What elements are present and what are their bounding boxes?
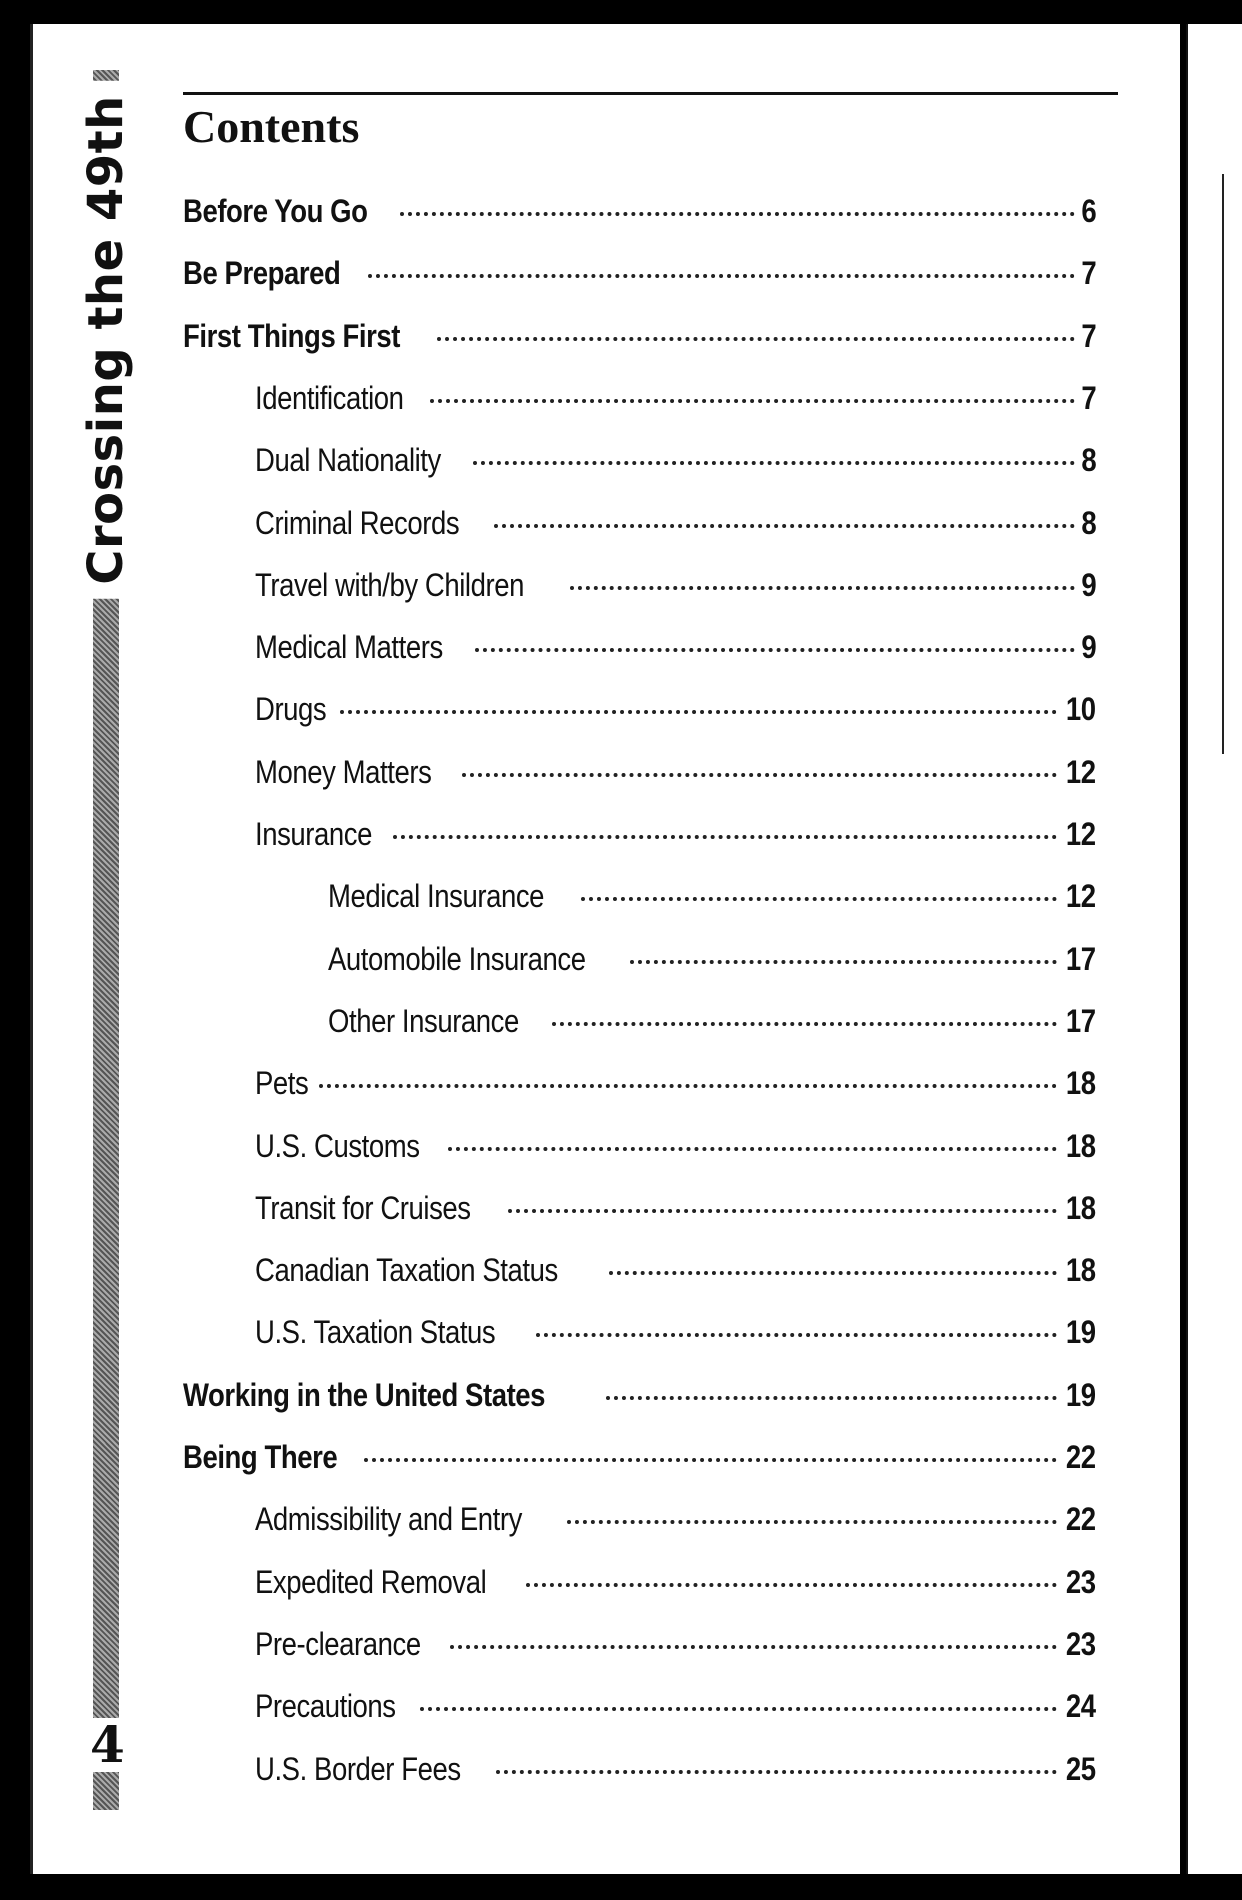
- toc-entry-label: Travel with/by Children: [255, 567, 524, 603]
- toc-entry-label: U.S. Border Fees: [255, 1751, 461, 1787]
- toc-entry: [183, 255, 1096, 299]
- toc-entry-label: Expedited Removal: [255, 1564, 487, 1600]
- toc-entry-label: Admissibility and Entry: [255, 1501, 522, 1537]
- toc-entry-page: 18: [1066, 1065, 1096, 1101]
- toc-entry: [255, 1626, 1096, 1670]
- toc-entry-label: Transit for Cruises: [255, 1190, 471, 1226]
- toc-entry: [255, 442, 1096, 486]
- toc-entry: [328, 941, 1096, 985]
- toc-entry-page: 17: [1066, 1003, 1096, 1039]
- toc-entry-label: Dual Nationality: [255, 442, 441, 478]
- toc-entry-page: 18: [1066, 1190, 1096, 1226]
- dot-leader: [462, 773, 1057, 777]
- dot-leader: [581, 897, 1057, 901]
- toc-entry: [255, 1065, 1096, 1109]
- toc-entry-label: Before You Go: [183, 193, 368, 229]
- toc-entry: [183, 193, 1096, 237]
- toc-entry-page: 23: [1066, 1564, 1096, 1600]
- toc-entry-page: 7: [1081, 318, 1096, 354]
- dot-leader: [420, 1707, 1057, 1711]
- toc-entry-label: Drugs: [255, 691, 327, 727]
- dot-leader: [393, 835, 1057, 839]
- toc-entry: [328, 1003, 1096, 1047]
- toc-entry-page: 9: [1081, 567, 1096, 603]
- dot-leader: [606, 1396, 1057, 1400]
- dot-leader: [473, 461, 1075, 465]
- dot-leader: [448, 1147, 1057, 1151]
- dot-leader: [475, 648, 1074, 652]
- toc-entry-label: U.S. Customs: [255, 1128, 420, 1164]
- toc-entry-label: Other Insurance: [328, 1003, 519, 1039]
- toc-entry-label: Working in the United States: [183, 1377, 546, 1413]
- dot-leader: [536, 1333, 1057, 1337]
- toc-entry: [255, 1190, 1096, 1234]
- toc-entry: [255, 1501, 1096, 1545]
- toc-entry-label: U.S. Taxation Status: [255, 1314, 496, 1350]
- toc-entry-page: 12: [1066, 754, 1096, 790]
- dot-leader: [570, 586, 1075, 590]
- toc-entry: [255, 691, 1096, 735]
- dot-leader: [552, 1022, 1057, 1026]
- toc-entry-page: 6: [1081, 193, 1096, 229]
- toc-entry-page: 25: [1066, 1751, 1096, 1787]
- toc-entry-label: Canadian Taxation Status: [255, 1252, 558, 1288]
- toc-entry-label: Pets: [255, 1065, 309, 1101]
- toc-entry-page: 24: [1066, 1688, 1096, 1724]
- toc-entry-page: 22: [1066, 1439, 1096, 1475]
- toc-entry-label: Insurance: [255, 816, 372, 852]
- toc-entry: [183, 318, 1096, 362]
- toc-entry: [255, 1751, 1096, 1795]
- toc-entry-label: Automobile Insurance: [328, 941, 586, 977]
- page-title: Contents: [183, 101, 360, 152]
- dot-leader: [567, 1520, 1057, 1524]
- toc-entry-page: 23: [1066, 1626, 1096, 1662]
- toc-entry: [255, 505, 1096, 549]
- dot-leader: [630, 960, 1058, 964]
- toc-entry-page: 8: [1081, 442, 1096, 478]
- toc-entry-page: 12: [1066, 878, 1096, 914]
- toc-entry: [255, 629, 1096, 673]
- toc-entry: [255, 1314, 1096, 1358]
- toc-entry-page: 22: [1066, 1501, 1096, 1537]
- toc-entry-label: Criminal Records: [255, 505, 460, 541]
- dot-leader: [368, 274, 1075, 278]
- toc-entry: [255, 754, 1096, 798]
- toc-entry-page: 10: [1066, 691, 1096, 727]
- dot-leader: [508, 1209, 1058, 1213]
- dot-leader: [400, 212, 1075, 216]
- toc-entry: [255, 567, 1096, 611]
- toc-entry: [255, 1252, 1096, 1296]
- toc-entry-page: 19: [1066, 1377, 1096, 1413]
- toc-entry-label: Medical Matters: [255, 629, 443, 665]
- toc-entry-page: 17: [1066, 941, 1096, 977]
- toc-entry: [183, 1377, 1096, 1421]
- toc-entry-page: 9: [1081, 629, 1096, 665]
- toc-entry: [255, 1688, 1096, 1732]
- dot-leader: [340, 710, 1058, 714]
- toc-entry: [328, 878, 1096, 922]
- dot-leader: [609, 1271, 1057, 1275]
- toc-entry: [183, 1439, 1096, 1483]
- toc-entry-page: 8: [1081, 505, 1096, 541]
- page-number: 4: [86, 1718, 129, 1772]
- toc-entry-page: 18: [1066, 1128, 1096, 1164]
- toc-entry-label: First Things First: [183, 318, 401, 354]
- dot-leader: [430, 399, 1075, 403]
- toc-entry-page: 7: [1081, 380, 1096, 416]
- toc-entry-label: Identification: [255, 380, 404, 416]
- dot-leader: [319, 1084, 1057, 1088]
- toc-entry: [255, 816, 1096, 860]
- toc-entry-page: 7: [1081, 255, 1096, 291]
- dot-leader: [364, 1458, 1057, 1462]
- toc-entry-page: 12: [1066, 816, 1096, 852]
- dot-leader: [496, 1770, 1057, 1774]
- dot-leader: [494, 524, 1074, 528]
- toc-entry: [255, 1564, 1096, 1608]
- toc-entry-label: Pre-clearance: [255, 1626, 421, 1662]
- toc-entry-page: 19: [1066, 1314, 1096, 1350]
- toc-entry-label: Medical Insurance: [328, 878, 545, 914]
- toc-entry-label: Precautions: [255, 1688, 396, 1724]
- toc-entry: [255, 380, 1096, 424]
- spine-title: Crossing the 49th: [78, 81, 134, 599]
- dot-leader: [526, 1583, 1057, 1587]
- dot-leader: [437, 337, 1074, 341]
- dot-leader: [450, 1645, 1058, 1649]
- toc-entry-label: Being There: [183, 1439, 338, 1475]
- toc-entry-label: Money Matters: [255, 754, 432, 790]
- toc-entry: [255, 1128, 1096, 1172]
- toc-entry-label: Be Prepared: [183, 255, 341, 291]
- toc-entry-page: 18: [1066, 1252, 1096, 1288]
